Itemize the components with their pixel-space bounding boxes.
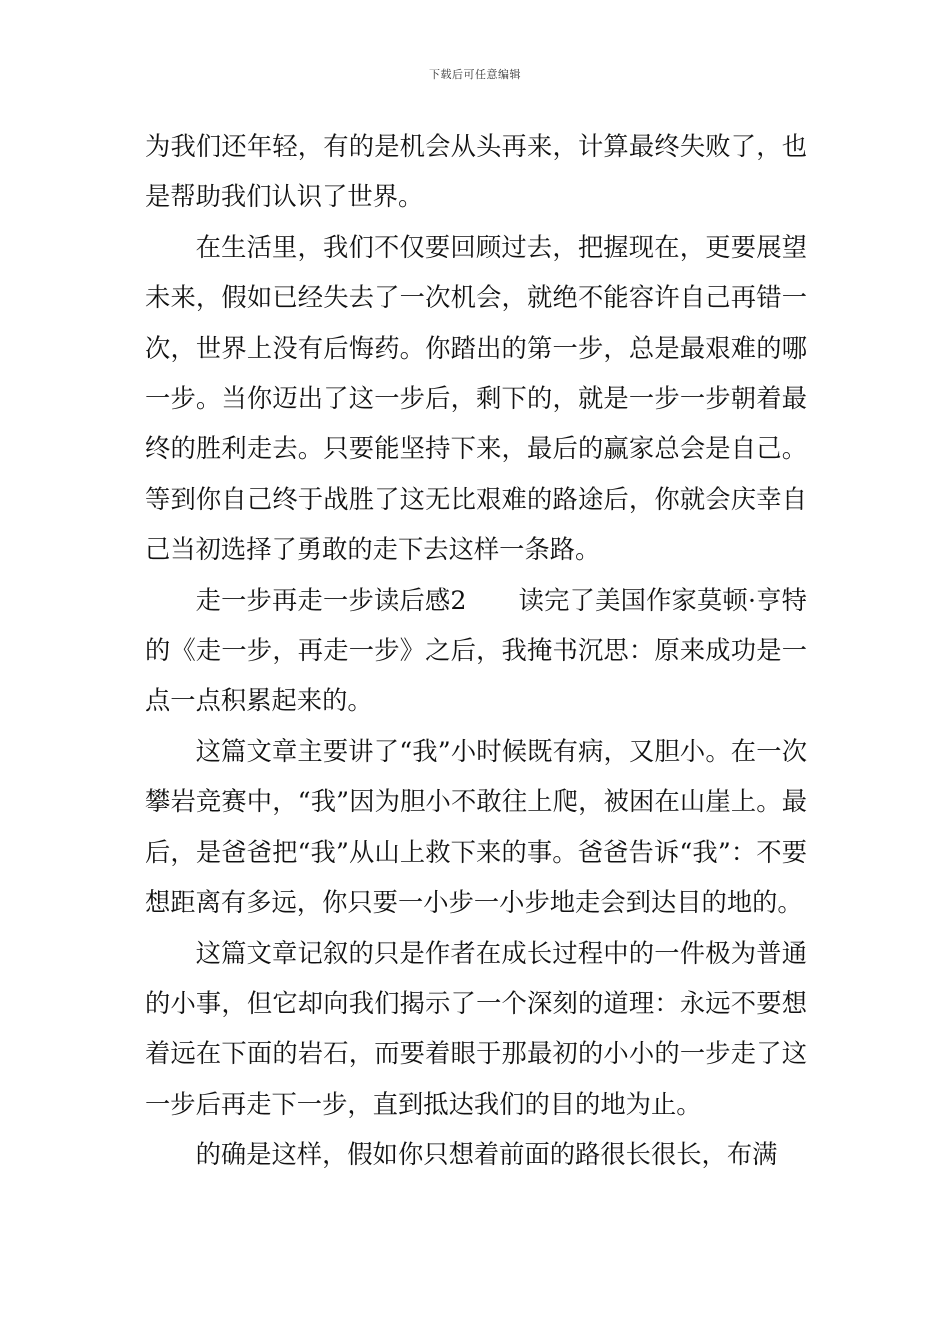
paragraph-continuation: 为我们还年轻，有的是机会从头再来，计算最终失败了，也是帮助我们认识了世界。 (145, 132, 807, 212)
section-text: 读完了美国作家莫顿·亨特的《走一步，再走一步》之后，我掩书沉思：原来成功是一点一点积累起来的。 (145, 585, 807, 716)
paragraph: 这篇文章记叙的只是作者在成长过程中的一件极为普通的小事，但它却向我们揭示了一个深刻的道理：永远不要想着远在下面的岩石，而要着眼于那最初的小小的一步走了这一步后再走下一步，直到抵达我们的目的地为止。 (145, 938, 807, 1119)
paragraph: 的确是这样，假如你只想着前面的路很长很长，布满 (195, 1140, 778, 1170)
section-paragraph (145, 576, 807, 727)
page-header: 下载后可任意编辑 (429, 68, 521, 81)
paragraph: 在生活里，我们不仅要回顾过去，把握现在，更要展望未来，假如已经失去了一次机会，就绝不能容许自己再错一次，世界上没有后悔药。你踏出的第一步，总是最艰难的哪一步。当你迈出了这一步后，剩下的，就是一步一步朝着最终的胜利走去。只要能坚持下来，最后的赢家总会是自己。等到你自己终于战胜了这无比艰难的路途后，你就会庆幸自己当初选择了勇敢的走下去这样一条路。 (145, 232, 807, 565)
document-body (145, 122, 807, 1181)
paragraph: 这篇文章主要讲了“我”小时候既有病，又胆小。在一次攀岩竞赛中，“我”因为胆小不敢往上爬，被困在山崖上。最后，是爸爸把“我”从山上救下来的事。爸爸告诉“我”：不要想距离有多远，你只要一小步一小步地走会到达目的地的。 (145, 736, 807, 918)
section-title: 走一步再走一步读后感2 (195, 585, 467, 615)
